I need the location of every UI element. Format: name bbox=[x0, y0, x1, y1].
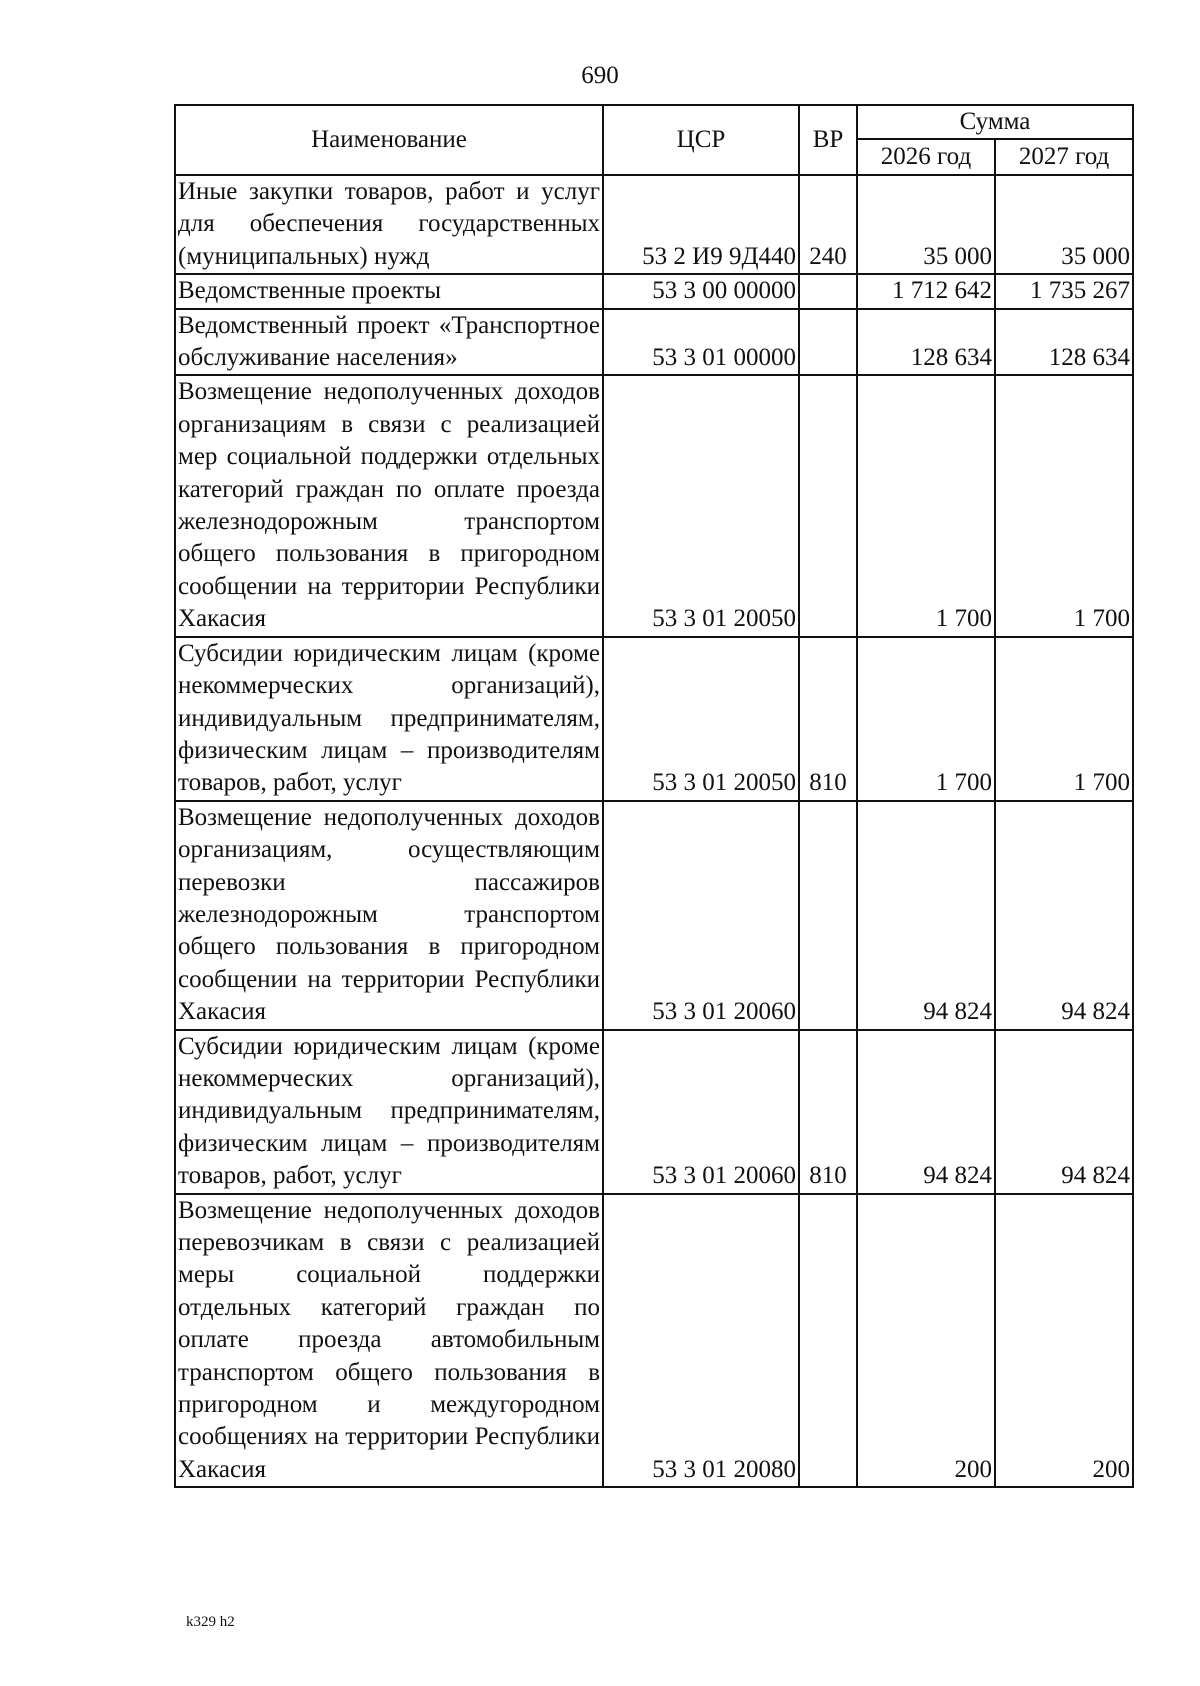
row-vr: 810 bbox=[799, 637, 857, 801]
row-amount-2026: 35 000 bbox=[857, 175, 995, 274]
row-vr bbox=[799, 274, 857, 308]
table-row bbox=[175, 175, 1133, 274]
table-row bbox=[175, 1194, 1133, 1488]
row-vr bbox=[799, 801, 857, 1030]
table-row bbox=[175, 637, 1133, 801]
table-row bbox=[175, 309, 1133, 376]
row-csr: 53 2 И9 9Д440 bbox=[603, 175, 799, 274]
table-row bbox=[175, 375, 1133, 636]
footer-code: k329 h2 bbox=[186, 1614, 235, 1630]
row-vr bbox=[799, 309, 857, 376]
row-amount-2027: 200 bbox=[995, 1194, 1133, 1488]
row-csr: 53 3 01 20050 bbox=[603, 637, 799, 801]
row-name: Субсидии юридическим лицам (кроме некоммерческих организаций), индивидуальным предпринимателям, физическим лицам – производителям товаров, работ, услуг bbox=[175, 1030, 603, 1194]
row-amount-2026: 94 824 bbox=[857, 1030, 995, 1194]
row-amount-2027: 94 824 bbox=[995, 1030, 1133, 1194]
row-vr: 240 bbox=[799, 175, 857, 274]
row-amount-2027: 1 735 267 bbox=[995, 274, 1133, 308]
page-number: 690 bbox=[581, 62, 619, 89]
table-row bbox=[175, 274, 1133, 308]
row-amount-2026: 200 bbox=[857, 1194, 995, 1488]
row-name: Субсидии юридическим лицам (кроме некоммерческих организаций), индивидуальным предпринимателям, физическим лицам – производителям товаров, работ, услуг bbox=[175, 637, 603, 801]
row-amount-2026: 1 712 642 bbox=[857, 274, 995, 308]
row-amount-2026: 1 700 bbox=[857, 375, 995, 636]
budget-table bbox=[174, 104, 1134, 1488]
row-name: Ведомственные проекты bbox=[175, 274, 603, 308]
header-name: Наименование bbox=[175, 105, 603, 175]
header-vr: ВР bbox=[799, 105, 857, 175]
row-vr bbox=[799, 1194, 857, 1488]
row-name: Возмещение недополученных доходов перевозчикам в связи с реализацией меры социальной поддержки отдельных категорий граждан по оплате проезда автомобильным транспортом общего пользования в пригородном и междугородном сообщениях на территории Республики Хакасия bbox=[175, 1194, 603, 1488]
row-amount-2027: 1 700 bbox=[995, 637, 1133, 801]
row-name: Возмещение недополученных доходов организациям в связи с реализацией мер социальной поддержки отдельных категорий граждан по оплате проезда железнодорожным транспортом общего пользования в пригородном сообщении на территории Республики Хакасия bbox=[175, 375, 603, 636]
row-amount-2026: 128 634 bbox=[857, 309, 995, 376]
row-name: Возмещение недополученных доходов организациям, осуществляющим перевозки пассажиров железнодорожным транспортом общего пользования в пригородном сообщении на территории Республики Хакасия bbox=[175, 801, 603, 1030]
row-amount-2027: 1 700 bbox=[995, 375, 1133, 636]
header-csr: ЦСР bbox=[603, 105, 799, 175]
row-csr: 53 3 01 00000 bbox=[603, 309, 799, 376]
header-year-2026: 2026 год bbox=[857, 139, 995, 175]
header-year-2027: 2027 год bbox=[995, 139, 1133, 175]
row-csr: 53 3 00 00000 bbox=[603, 274, 799, 308]
row-vr bbox=[799, 375, 857, 636]
header-sum: Сумма bbox=[857, 105, 1133, 139]
row-amount-2027: 35 000 bbox=[995, 175, 1133, 274]
row-vr: 810 bbox=[799, 1030, 857, 1194]
row-amount-2026: 94 824 bbox=[857, 801, 995, 1030]
table-row bbox=[175, 1030, 1133, 1194]
row-csr: 53 3 01 20050 bbox=[603, 375, 799, 636]
row-csr: 53 3 01 20060 bbox=[603, 801, 799, 1030]
row-csr: 53 3 01 20080 bbox=[603, 1194, 799, 1488]
row-name: Ведомственный проект «Транспортное обслуживание населения» bbox=[175, 309, 603, 376]
row-amount-2026: 1 700 bbox=[857, 637, 995, 801]
row-name: Иные закупки товаров, работ и услуг для обеспечения государственных (муниципальных) нужд bbox=[175, 175, 603, 274]
row-csr: 53 3 01 20060 bbox=[603, 1030, 799, 1194]
row-amount-2027: 128 634 bbox=[995, 309, 1133, 376]
table-row bbox=[175, 801, 1133, 1030]
row-amount-2027: 94 824 bbox=[995, 801, 1133, 1030]
